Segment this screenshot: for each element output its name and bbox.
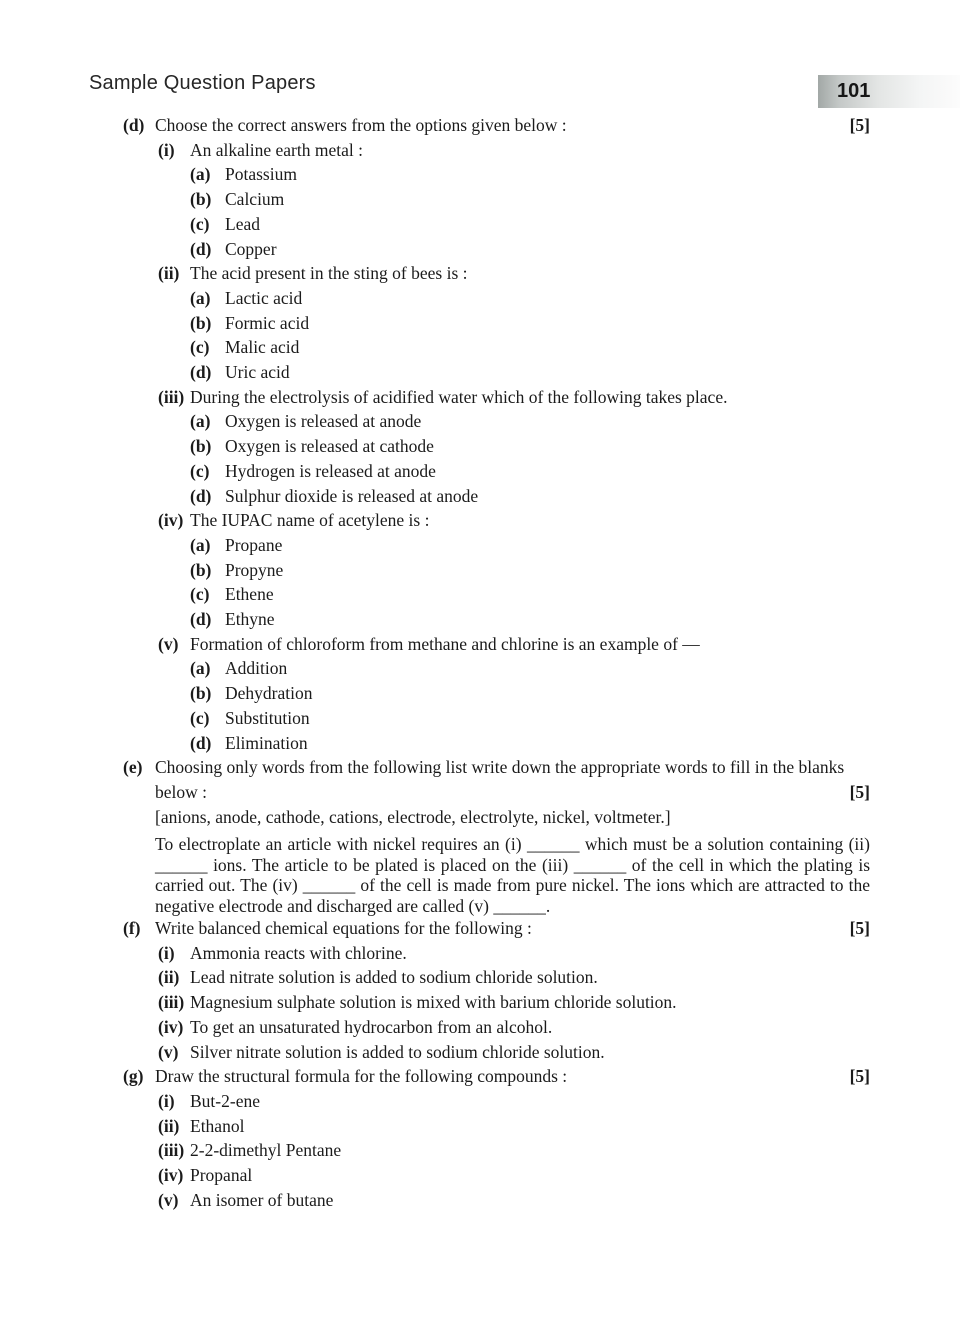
marks-badge: [5] bbox=[849, 1066, 870, 1087]
subquestion-text: Formation of chloroform from methane and chlorine is an example of — bbox=[190, 633, 700, 654]
option-label: (c) bbox=[190, 213, 210, 234]
question-text: Choose the correct answers from the options given below : bbox=[155, 115, 567, 135]
question-d bbox=[123, 113, 870, 755]
marks-badge: [5] bbox=[849, 781, 870, 802]
question-head bbox=[123, 755, 870, 804]
option-row bbox=[158, 409, 870, 434]
option-row bbox=[158, 434, 870, 459]
page-number: 101 bbox=[837, 80, 871, 102]
option-row bbox=[158, 731, 870, 756]
subquestion-label: (i) bbox=[158, 139, 175, 160]
subquestion-text: During the electrolysis of acidified water which of the following takes place. bbox=[190, 386, 728, 407]
question-head bbox=[123, 1064, 870, 1089]
option-label: (d) bbox=[190, 609, 212, 630]
option-row bbox=[158, 212, 870, 237]
option-label: (d) bbox=[190, 362, 212, 383]
question-head bbox=[123, 113, 870, 138]
option-text: Formic acid bbox=[225, 312, 310, 333]
question-text: Write balanced chemical equations for the following : bbox=[155, 918, 532, 939]
item-text: Lead nitrate solution is added to sodium chloride solution. bbox=[190, 967, 598, 988]
option-text: Ethyne bbox=[225, 609, 275, 630]
option-text: Ethene bbox=[225, 584, 274, 605]
option-text: Oxygen is released at anode bbox=[225, 411, 422, 432]
subquestion-iv bbox=[158, 508, 870, 632]
item-label: (ii) bbox=[158, 967, 180, 988]
option-text: Lead bbox=[225, 213, 260, 234]
item-label: (iii) bbox=[158, 992, 185, 1013]
option-row bbox=[158, 286, 870, 311]
subquestion-ii bbox=[158, 261, 870, 385]
list-item bbox=[158, 965, 870, 990]
option-label: (c) bbox=[190, 460, 210, 481]
option-row bbox=[158, 656, 870, 681]
option-label: (b) bbox=[190, 436, 212, 457]
option-label: (d) bbox=[190, 485, 212, 506]
subquestion-head bbox=[158, 508, 870, 533]
subquestion-head bbox=[158, 632, 870, 657]
option-row bbox=[158, 558, 870, 583]
item-text: 2-2-dimethyl Pentane bbox=[190, 1140, 342, 1161]
question-g bbox=[123, 1064, 870, 1212]
list-item bbox=[158, 990, 870, 1015]
option-label: (a) bbox=[190, 287, 211, 308]
option-text: Elimination bbox=[225, 732, 308, 753]
option-row bbox=[158, 237, 870, 262]
option-label: (b) bbox=[190, 312, 212, 333]
question-label: (g) bbox=[123, 1066, 144, 1087]
item-label: (iv) bbox=[158, 1016, 184, 1037]
subquestion-label: (iii) bbox=[158, 386, 185, 407]
subquestion-v bbox=[158, 632, 870, 756]
option-label: (a) bbox=[190, 534, 211, 555]
option-text: Addition bbox=[225, 658, 288, 679]
option-row bbox=[158, 484, 870, 509]
option-label: (a) bbox=[190, 658, 211, 679]
option-row bbox=[158, 360, 870, 385]
question-text: Choosing only words from the following list write down the appropriate words to fill in the blanks below : bbox=[155, 757, 845, 802]
question-label: (d) bbox=[123, 115, 145, 135]
question-label: (e) bbox=[123, 757, 143, 778]
marks-badge: [5] bbox=[849, 918, 870, 939]
subquestion-label: (v) bbox=[158, 633, 179, 654]
option-label: (b) bbox=[190, 189, 212, 210]
item-label: (iv) bbox=[158, 1165, 184, 1186]
item-text: Propanal bbox=[190, 1165, 253, 1186]
subquestion-head bbox=[158, 261, 870, 286]
item-text: But-2-ene bbox=[190, 1090, 260, 1111]
list-item bbox=[158, 1114, 870, 1139]
option-row bbox=[158, 533, 870, 558]
option-label: (c) bbox=[190, 707, 210, 728]
option-text: Calcium bbox=[225, 189, 285, 210]
option-label: (b) bbox=[190, 559, 212, 580]
option-label: (c) bbox=[190, 337, 210, 358]
question-head bbox=[123, 916, 870, 941]
option-row bbox=[158, 187, 870, 212]
option-label: (a) bbox=[190, 411, 211, 432]
list-item bbox=[158, 1163, 870, 1188]
option-row bbox=[158, 706, 870, 731]
option-text: Lactic acid bbox=[225, 287, 303, 308]
option-row bbox=[158, 311, 870, 336]
list-item bbox=[158, 941, 870, 966]
item-label: (iii) bbox=[158, 1140, 185, 1161]
subquestion-iii bbox=[158, 385, 870, 509]
option-text: Hydrogen is released at anode bbox=[225, 460, 436, 481]
subquestion-text: The IUPAC name of acetylene is : bbox=[190, 510, 430, 531]
fill-in-the-blanks-paragraph: To electroplate an article with nickel requires an (i) ______ which must be a solution containing (ii) ______ ions. The article to be plated is placed on the (iii) ______ of the cell in which the plating is carried out. The (iv) ______ of the cell is made from pure nickel. The ions which are attracted to the negative electrode and discharged are called (v) ______. bbox=[155, 834, 870, 916]
question-text: Draw the structural formula for the following compounds : bbox=[155, 1066, 568, 1087]
list-item bbox=[158, 1015, 870, 1040]
subquestion-label: (iv) bbox=[158, 510, 184, 531]
question-e bbox=[123, 755, 870, 916]
question-f bbox=[123, 916, 870, 1064]
item-text: Magnesium sulphate solution is mixed with barium chloride solution. bbox=[190, 992, 677, 1013]
item-label: (i) bbox=[158, 942, 175, 963]
option-row bbox=[158, 459, 870, 484]
subquestion-text: The acid present in the sting of bees is : bbox=[190, 263, 468, 284]
subquestion-text: An alkaline earth metal : bbox=[190, 139, 363, 160]
subquestion-label: (ii) bbox=[158, 263, 180, 284]
question-paper-content bbox=[123, 113, 870, 1212]
subquestion-head bbox=[158, 385, 870, 410]
option-text: Dehydration bbox=[225, 683, 313, 704]
option-text: Propyne bbox=[225, 559, 284, 580]
option-text: Malic acid bbox=[225, 337, 300, 358]
item-label: (i) bbox=[158, 1090, 175, 1111]
question-label: (f) bbox=[123, 918, 141, 939]
option-text: Potassium bbox=[225, 164, 297, 185]
option-text: Oxygen is released at cathode bbox=[225, 436, 434, 457]
item-text: An isomer of butane bbox=[190, 1189, 334, 1210]
subquestion-head bbox=[158, 138, 870, 163]
item-label: (v) bbox=[158, 1189, 179, 1210]
item-label: (v) bbox=[158, 1041, 179, 1062]
option-label: (d) bbox=[190, 238, 212, 259]
option-text: Sulphur dioxide is released at anode bbox=[225, 485, 479, 506]
list-item bbox=[158, 1138, 870, 1163]
option-row bbox=[158, 162, 870, 187]
page-title: Sample Question Papers bbox=[89, 72, 316, 94]
option-label: (c) bbox=[190, 584, 210, 605]
option-label: (d) bbox=[190, 732, 212, 753]
option-text: Substitution bbox=[225, 707, 310, 728]
option-row bbox=[158, 607, 870, 632]
option-text: Propane bbox=[225, 534, 283, 555]
option-label: (b) bbox=[190, 683, 212, 704]
word-bank: [anions, anode, cathode, cations, electrode, electrolyte, nickel, voltmeter.] bbox=[155, 806, 671, 827]
list-item bbox=[158, 1089, 870, 1114]
marks-badge: [5] bbox=[849, 115, 870, 135]
item-text: Ethanol bbox=[190, 1115, 245, 1136]
option-text: Copper bbox=[225, 238, 277, 259]
option-row bbox=[158, 582, 870, 607]
item-text: To get an unsaturated hydrocarbon from an alcohol. bbox=[190, 1016, 553, 1037]
list-item bbox=[158, 1040, 870, 1065]
option-label: (a) bbox=[190, 164, 211, 185]
page-number-badge bbox=[818, 75, 960, 108]
list-item bbox=[158, 1188, 870, 1213]
option-row bbox=[158, 681, 870, 706]
item-label: (ii) bbox=[158, 1115, 180, 1136]
option-row bbox=[158, 335, 870, 360]
item-text: Ammonia reacts with chlorine. bbox=[190, 942, 407, 963]
subquestion-i bbox=[158, 138, 870, 262]
item-text: Silver nitrate solution is added to sodium chloride solution. bbox=[190, 1041, 605, 1062]
option-text: Uric acid bbox=[225, 362, 290, 383]
